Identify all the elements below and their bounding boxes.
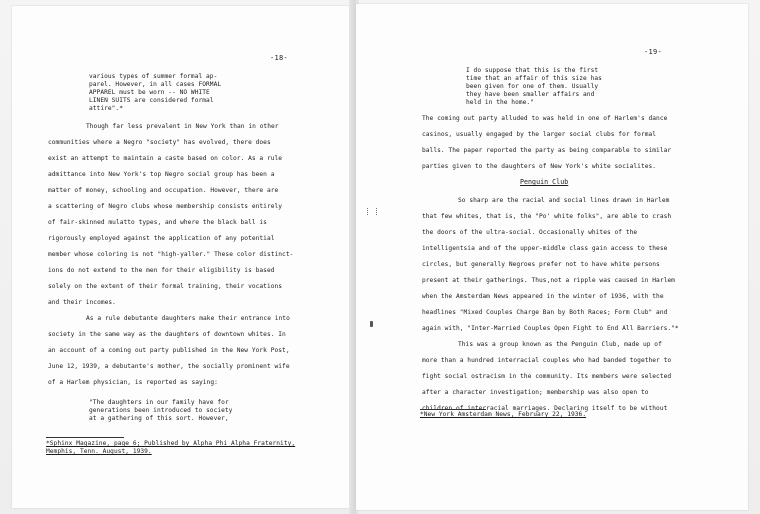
text-line: "The daughters in our family have for xyxy=(89,399,229,406)
text-line: intelligentsia and of the upper-middle class gain access to these xyxy=(422,245,668,252)
text-line: rigorously employed against the application of any potential xyxy=(48,235,275,242)
text-line: balls. The paper reported the party as being comparable to similar xyxy=(422,147,672,154)
text-line: I do suppose that this is the first xyxy=(466,67,599,74)
text-line: an account of a coming out party published in the New York Post, xyxy=(48,347,290,354)
text-line: member whose coloring is not "high-yaller." These color distinct- xyxy=(48,251,294,258)
text-line: and their incomes. xyxy=(48,299,116,306)
text-line: when the Amsterdam News appeared in the winter of 1936, with the xyxy=(422,293,664,300)
text-line: again with, "Inter-Married Couples Open Fight to End All Barriers."* xyxy=(422,325,679,332)
text-line: As a rule debutante daughters make their entrance into xyxy=(86,315,290,322)
text-line: Memphis, Tenn. August, 1939. xyxy=(46,448,152,455)
text-line: ions do not extend to the men for their eligibility is based xyxy=(48,267,275,274)
text-line: parties given to the daughters of New York's white socialites. xyxy=(422,163,657,170)
text-line: solely on the extent of their formal training, their vocations xyxy=(48,283,283,290)
page-number: -18- xyxy=(270,54,289,62)
text-line: of fair-skinned mulatto types, and where the black ball is xyxy=(48,219,267,226)
text-line: LINEN SUITS are considered formal xyxy=(89,97,214,104)
right-page xyxy=(356,4,748,510)
text-line: casinos, usually engaged by the larger social clubs for formal xyxy=(422,131,657,138)
text-line: attire".* xyxy=(89,105,123,112)
text-line: matter of money, schooling and occupation. However, there are xyxy=(48,187,279,194)
text-line: of a Harlem physician, is reported as saying: xyxy=(48,379,218,386)
text-line: parel. However, in all cases FORMAL xyxy=(89,81,222,88)
text-line: been given for one of them. Usually xyxy=(466,83,599,90)
text-line: headlines "Mixed Couples Charge Ban by Both Races; Form Club" and xyxy=(422,309,668,316)
text-line: June 12, 1939, a debutante's mother, the socially prominent wife xyxy=(48,363,290,370)
text-line: The coming out party alluded to was held in one of Harlem's dance xyxy=(422,115,668,122)
text-line: present at their gatherings. Thus,not a ripple was caused in Harlem xyxy=(422,277,675,284)
text-line: *Sphinx Magazine, page 6; Published by Alpha Phi Alpha Fraternity, xyxy=(46,440,296,447)
text-line: a scattering of Negro clubs whose membership consists entirely xyxy=(48,203,283,210)
text-line: they have been smaller affairs and xyxy=(466,91,595,98)
page-number: -19- xyxy=(644,48,663,56)
binding-mark xyxy=(367,208,377,215)
footnote-rule xyxy=(46,437,124,438)
text-line: various types of summer formal ap- xyxy=(89,73,218,80)
text-line: held in the home." xyxy=(466,99,534,106)
footnote-rule xyxy=(420,409,486,410)
text-line: circles, but generally Negroes prefer not to have white persons xyxy=(422,261,660,268)
left-page xyxy=(12,6,352,508)
text-line: at a gathering of this sort. However, xyxy=(89,415,229,422)
text-line: more than a hundred interracial couples who had banded together to xyxy=(422,357,672,364)
text-line: So sharp are the racial and social lines drawn in Harlem xyxy=(458,197,670,204)
text-line: admittance into New York's top Negro social group has been a xyxy=(48,171,275,178)
text-line: after a character investigation; membership was also open to xyxy=(422,389,649,396)
text-line: *New York Amsterdam News, February 22, 1936. xyxy=(420,411,587,418)
text-line: APPAREL must be worn -- NO WHITE xyxy=(89,89,210,96)
text-line: that few whites, that is, the "Po' white folks", are able to crash xyxy=(422,213,672,220)
text-line: generations been introduced to society xyxy=(89,407,233,414)
text-line: time that an affair of this size has xyxy=(466,75,602,82)
section-heading: Penguin Club xyxy=(520,178,569,186)
text-line: the doors of the ultra-social. Occasionally whites of the xyxy=(422,229,638,236)
binding-mark xyxy=(370,321,373,327)
text-line: communities where a Negro "society" has evolved, there does xyxy=(48,139,271,146)
text-line: children of interracial marriages. Declaring itself to be without xyxy=(422,405,668,412)
text-line: exist an attempt to maintain a caste based on color. As a rule xyxy=(48,155,283,162)
text-line: society in the same way as the daughters of downtown whites. In xyxy=(48,331,286,338)
text-line: fight social ostracism in the community. Its members were selected xyxy=(422,373,672,380)
text-line: Though far less prevalent in New York than in other xyxy=(86,123,279,130)
text-line: This was a group known as the Penguin Club, made up of xyxy=(458,341,662,348)
